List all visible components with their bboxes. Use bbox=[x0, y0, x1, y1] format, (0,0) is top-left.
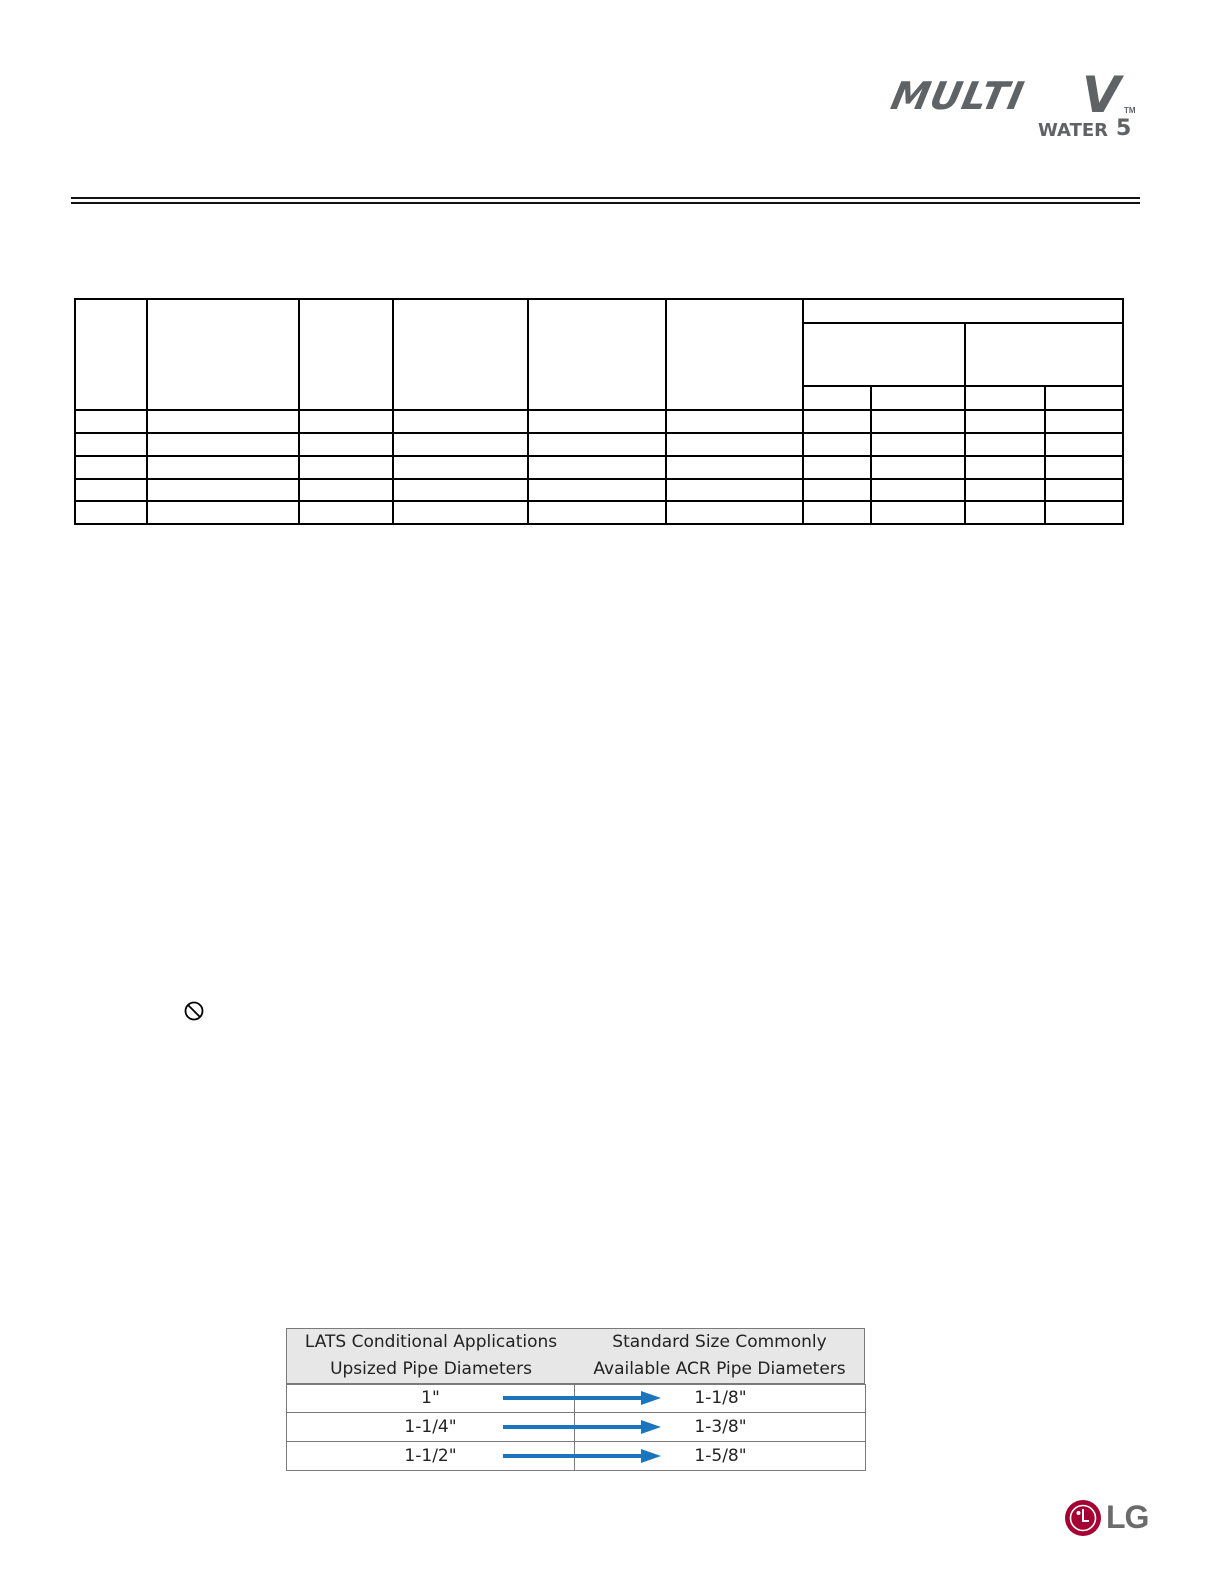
multi-v-water5-logo bbox=[887, 66, 1144, 144]
brand-tm-text: TM bbox=[1124, 106, 1136, 115]
pipe-table-header-left bbox=[286, 1328, 576, 1385]
grid-table-lines bbox=[74, 298, 1124, 525]
standard-diameter-cell: 1-1/8" bbox=[694, 1388, 747, 1408]
pipe-diameter-table bbox=[286, 1328, 865, 1469]
brand-five-text: 5 bbox=[1116, 116, 1132, 141]
standard-diameter-cell: 1-3/8" bbox=[694, 1417, 747, 1437]
prohibition-icon bbox=[183, 1000, 205, 1022]
header-left-line1: LATS Conditional Applications bbox=[304, 1332, 558, 1352]
lg-wordmark: LG bbox=[1106, 1499, 1149, 1535]
header-right-line1: Standard Size Commonly bbox=[612, 1332, 827, 1352]
upsized-diameter-cell: 1-1/2" bbox=[287, 1442, 575, 1470]
lg-face-icon bbox=[1064, 1499, 1102, 1537]
brand-multi-text: MULTI bbox=[887, 74, 1029, 118]
table-row bbox=[286, 1413, 866, 1442]
brand-v-text: V bbox=[1082, 66, 1121, 124]
arrow-right-icon bbox=[503, 1420, 663, 1434]
table-row bbox=[286, 1442, 866, 1471]
upsized-diameter-cell: 1-1/4" bbox=[287, 1413, 575, 1441]
upsized-diameter-cell: 1" bbox=[287, 1384, 575, 1412]
pipe-table-header-right bbox=[575, 1328, 865, 1385]
table-row bbox=[286, 1384, 866, 1413]
specification-grid-table bbox=[74, 298, 1124, 525]
header-left-line2: Upsized Pipe Diameters bbox=[330, 1359, 532, 1379]
arrow-right-icon bbox=[503, 1449, 663, 1463]
standard-diameter-cell: 1-5/8" bbox=[694, 1446, 747, 1466]
header-right-line2: Available ACR Pipe Diameters bbox=[593, 1359, 846, 1379]
header-double-rule bbox=[71, 197, 1140, 205]
brand-water-text: WATER bbox=[1038, 120, 1109, 141]
arrow-right-icon bbox=[503, 1391, 663, 1405]
lg-logo bbox=[1064, 1499, 1148, 1539]
